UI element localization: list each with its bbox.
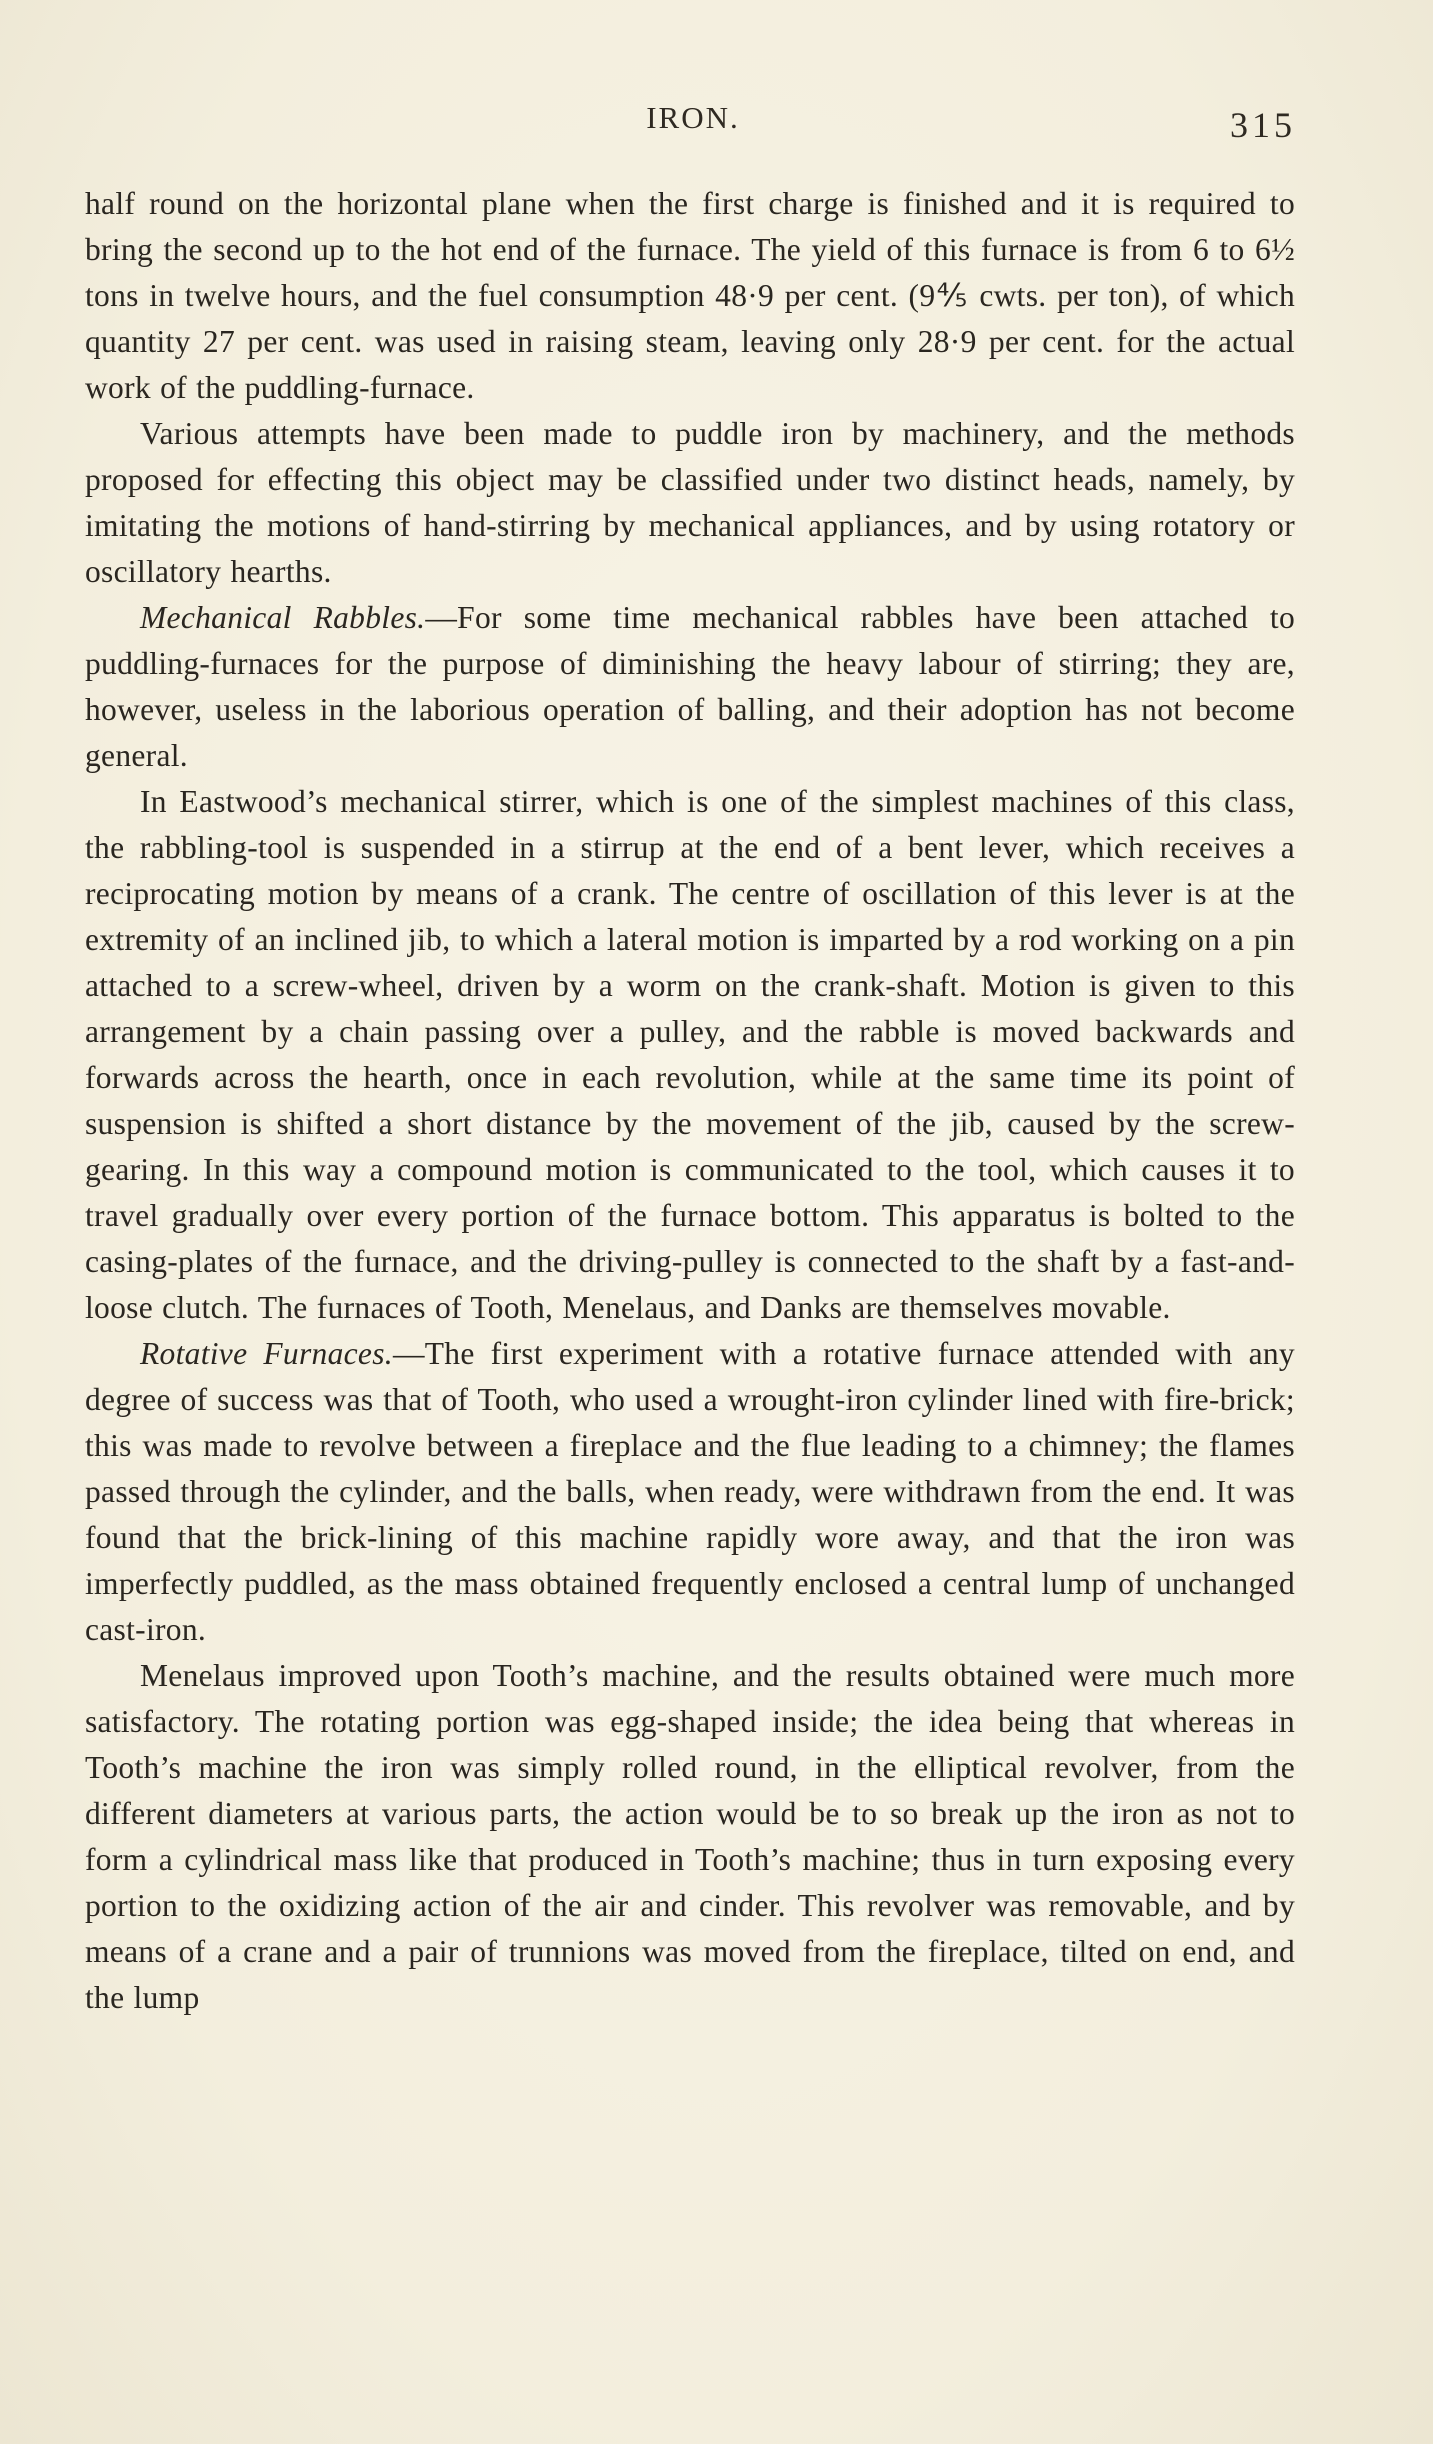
page-header — [90, 100, 1296, 160]
section-heading-rotative-furnaces: Rotative Furnaces. — [140, 1336, 393, 1371]
paragraph — [85, 1653, 1295, 2021]
page-number: 315 — [1230, 105, 1296, 145]
paragraph-text: half round on the horizontal plane when the first charge is finished and it is required to bring the second up to the hot end of the furnace. The yield of this furnace is from 6 to 6½ tons in twelve hours, and the fuel consumption 48·9 per cent. (9⅘ cwts. per ton), of which quantity 27 per cent. was used in raising steam, leaving only 28·9 per cent. for the actual work of the puddling-furnace. — [85, 186, 1295, 405]
running-head: IRON. — [646, 100, 740, 135]
paragraph — [85, 181, 1295, 411]
section-heading-mechanical-rabbles: Mechanical Rabbles. — [140, 600, 426, 635]
body-text — [85, 181, 1295, 2021]
paragraph — [85, 779, 1295, 1331]
bottom-margin — [0, 2434, 1433, 2444]
paragraph-text: —The first experiment with a rotative furnace attended with any degree of success was that of Tooth, who used a wrought-iron cylinder lined with fire-brick; this was made to revolve between a fireplace and the flue leading to a chimney; the flames passed through the cylinder, and the balls, when ready, were withdrawn from the end. It was found that the brick-lining of this machine rapidly wore away, and that the iron was imperfectly puddled, as the mass obtained frequently enclosed a central lump of unchanged cast-iron. — [85, 1336, 1295, 1647]
paragraph-text: —For some time mechanical rabbles have been attached to puddling-furnaces for the purpose of diminishing the heavy labour of stirring; they are, however, useless in the laborious operation of balling, and their adoption has not become general. — [85, 600, 1296, 773]
paragraph — [85, 595, 1295, 779]
paragraph-text: In Eastwood’s mechanical stirrer, which is one of the simplest machines of this class, the rabbling-tool is suspended in a stirrup at the end of a bent lever, which receives a reciprocating motion by means of a crank. The centre of oscillation of this lever is at the extremity of an inclined jib, to which a lateral motion is imparted by a rod working on a pin attached to a screw-wheel, driven by a worm on the crank-shaft. Motion is given to this arrangement by a chain passing over a pulley, and the rabble is moved backwards and forwards across the hearth, once in each revolution, while at the same time its point of suspension is shifted a short distance by the movement of the jib, caused by the screw-gearing. In this way a compound motion is communicated to the tool, which causes it to travel gradually over every portion of the furnace bottom. This apparatus is bolted to the casing-plates of the furnace, and the driving-pulley is connected to the shaft by a fast-and-loose clutch. The furnaces of Tooth, Menelaus, and Danks are themselves movable. — [85, 784, 1295, 1325]
paragraph-text: Menelaus improved upon Tooth’s machine, and the results obtained were much more satisfactory. The rotating portion was egg-shaped inside; the idea being that whereas in Tooth’s machine the iron was simply rolled round, in the elliptical revolver, from the different diameters at various parts, the action would be to so break up the iron as not to form a cylindrical mass like that produced in Tooth’s machine; thus in turn exposing every portion to the oxidizing action of the air and cinder. This revolver was removable, and by means of a crane and a pair of trunnions was moved from the fireplace, tilted on end, and the lump — [85, 1658, 1295, 2015]
paragraph — [85, 1331, 1295, 1653]
paragraph-text: Various attempts have been made to puddle iron by machinery, and the methods proposed for effecting this object may be classified under two distinct heads, namely, by imitating the motions of hand-stirring by mechanical appliances, and by using rotatory or oscillatory hearths. — [85, 416, 1295, 589]
paragraph — [85, 411, 1295, 595]
